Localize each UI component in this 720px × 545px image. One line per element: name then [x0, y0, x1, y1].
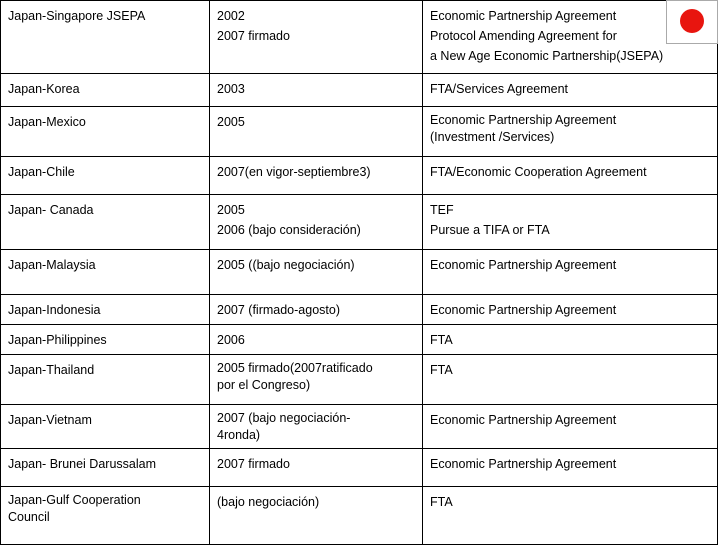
agreement-text: Pursue a TIFA or FTA [430, 223, 550, 237]
partner-cell [1, 449, 210, 487]
agreement-text: FTA [430, 495, 453, 509]
agreement-cell [423, 157, 718, 195]
agreement-cell [423, 195, 718, 250]
year-cell [210, 325, 423, 355]
table-row [1, 325, 718, 355]
flag-disc [680, 9, 704, 33]
partner-text: Japan-Chile [8, 165, 75, 179]
agreement-cell [423, 405, 718, 449]
partner-text: Japan-Philippines [8, 333, 107, 347]
partner-cell [1, 107, 210, 157]
table-row [1, 107, 718, 157]
partner-text: Japan-Thailand [8, 363, 95, 377]
agreement-text: (Investment /Services) [430, 130, 555, 144]
partner-cell [1, 157, 210, 195]
year-cell [210, 405, 423, 449]
year-text: 2003 [217, 82, 245, 96]
partner-cell [1, 195, 210, 250]
year-cell [210, 295, 423, 325]
table-row [1, 250, 718, 295]
year-cell [210, 449, 423, 487]
partner-text: Japan-Singapore JSEPA [8, 9, 146, 23]
table-row [1, 449, 718, 487]
agreement-text: Economic Partnership Agreement [430, 303, 617, 317]
year-cell [210, 1, 423, 74]
partner-text: Japan-Gulf Cooperation [8, 493, 141, 507]
year-text: 2002 [217, 9, 245, 23]
agreement-cell [423, 355, 718, 405]
year-cell [210, 74, 423, 107]
year-text: 2005 ((bajo negociación) [217, 258, 355, 272]
year-text: por el Congreso) [217, 378, 311, 392]
agreement-cell [423, 487, 718, 545]
partner-cell [1, 487, 210, 545]
year-cell [210, 157, 423, 195]
year-cell [210, 487, 423, 545]
partner-text: Japan- Brunei Darussalam [8, 457, 156, 471]
table-row [1, 1, 718, 74]
agreement-text: TEF [430, 203, 454, 217]
agreement-text: FTA [430, 333, 453, 347]
table-row [1, 355, 718, 405]
agreement-text: FTA [430, 363, 453, 377]
agreement-text: Economic Partnership Agreement [430, 258, 617, 272]
partner-cell [1, 405, 210, 449]
table-row [1, 405, 718, 449]
year-cell [210, 107, 423, 157]
agreement-cell [423, 250, 718, 295]
partner-cell [1, 74, 210, 107]
partner-text: Japan-Korea [8, 82, 80, 96]
year-text: 2007 firmado [217, 457, 290, 471]
partner-text: Japan-Vietnam [8, 413, 92, 427]
table-row [1, 295, 718, 325]
agreement-text: FTA/Services Agreement [430, 82, 569, 96]
partner-cell [1, 295, 210, 325]
agreement-text: Economic Partnership Agreement [430, 457, 617, 471]
partner-cell [1, 325, 210, 355]
partner-text: Japan- Canada [8, 203, 94, 217]
year-text: 2007 (bajo negociación- [217, 411, 351, 425]
year-cell [210, 250, 423, 295]
partner-text: Council [8, 510, 50, 524]
agreement-cell [423, 325, 718, 355]
agreement-text: Economic Partnership Agreement [430, 113, 617, 127]
year-text: 2007(en vigor-septiembre3) [217, 165, 371, 179]
partner-cell [1, 1, 210, 74]
year-text: (bajo negociación) [217, 495, 320, 509]
partner-text: Japan-Mexico [8, 115, 86, 129]
partner-cell [1, 355, 210, 405]
year-cell [210, 195, 423, 250]
table-row [1, 195, 718, 250]
partner-cell [1, 250, 210, 295]
partner-text: Japan-Malaysia [8, 258, 96, 272]
table-row [1, 487, 718, 545]
table-row [1, 74, 718, 107]
year-text: 2007 (firmado-agosto) [217, 303, 340, 317]
japan-flag-icon [666, 0, 718, 44]
agreements-table-body [1, 1, 718, 545]
year-text: 2007 firmado [217, 29, 290, 43]
partner-text: Japan-Indonesia [8, 303, 101, 317]
agreement-text: Economic Partnership Agreement [430, 413, 617, 427]
agreement-text: Economic Partnership Agreement [430, 9, 617, 23]
year-text: 2005 [217, 115, 245, 129]
agreement-text: FTA/Economic Cooperation Agreement [430, 165, 647, 179]
table-row [1, 157, 718, 195]
year-text: 2005 [217, 203, 245, 217]
year-cell [210, 355, 423, 405]
year-text: 2005 firmado(2007ratificado [217, 361, 373, 375]
year-text: 4ronda) [217, 428, 261, 442]
year-text: 2006 (bajo consideración) [217, 223, 361, 237]
agreement-cell [423, 107, 718, 157]
agreement-text: Protocol Amending Agreement for [430, 29, 617, 43]
agreement-cell [423, 74, 718, 107]
agreement-text: a New Age Economic Partnership(JSEPA) [430, 49, 664, 63]
year-text: 2006 [217, 333, 245, 347]
agreement-cell [423, 295, 718, 325]
agreement-cell [423, 449, 718, 487]
